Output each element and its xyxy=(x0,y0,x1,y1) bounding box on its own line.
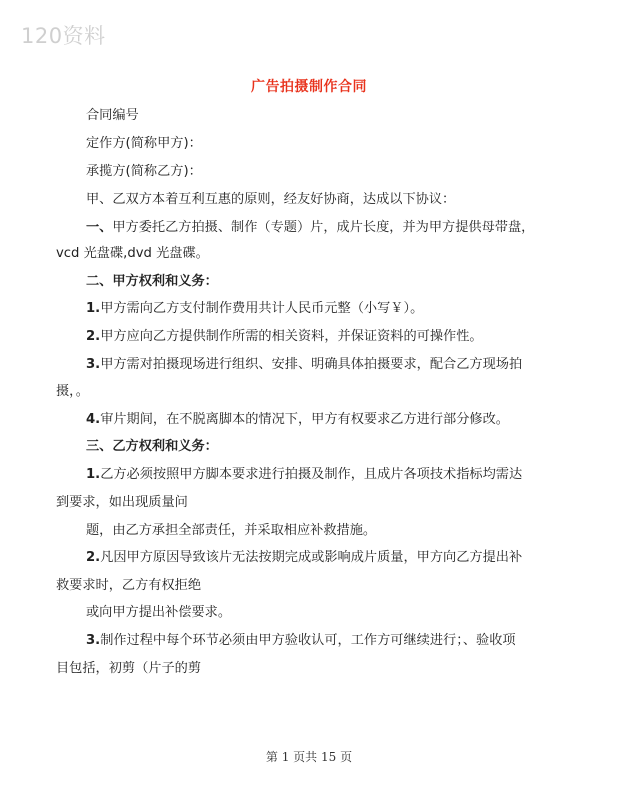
section-3-item-2-line-1 xyxy=(86,549,522,567)
section-3-item-2-line-2: 救要求时，乙方有权拒绝 xyxy=(56,578,202,593)
clause-1-text: 甲方委托乙方拍摄、制作（专题）片，成片长度，并为甲方提供母带盘， xyxy=(112,220,535,235)
section-3-item-2-text: 凡因甲方原因导致该片无法按期完成或影响成片质量，甲方向乙方提出补 xyxy=(100,550,523,565)
party-a-label: 定作方(简称甲方)： xyxy=(86,136,202,151)
section-2-item-3-line-2: 摄，。 xyxy=(56,384,89,399)
watermark-text: 120资料 xyxy=(21,24,106,48)
section-2-item-4-number: 4. xyxy=(86,412,101,427)
contract-number-label: 合同编号 xyxy=(86,108,139,123)
section-3-item-3-number: 3. xyxy=(86,633,101,648)
section-2-item-1 xyxy=(86,300,423,318)
section-3-item-1-line-3: 题，由乙方承担全部责任，并采取相应补救措施。 xyxy=(86,523,377,538)
section-2-item-2 xyxy=(86,328,483,346)
section-2-item-4-text: 审片期间，在不脱离脚本的情况下，甲方有权要求乙方进行部分修改。 xyxy=(100,412,509,427)
section-3-item-2-number: 2. xyxy=(86,550,101,565)
section-2-item-3-line-1 xyxy=(86,356,522,374)
section-2-item-1-number: 1. xyxy=(86,301,101,316)
clause-1-number: 一、 xyxy=(86,220,113,235)
section-3-heading: 三、乙方权利和义务： xyxy=(86,439,218,454)
section-3-item-1-text: 乙方必须按照甲方脚本要求进行拍摄及制作，且成片各项技术指标均需达 xyxy=(100,467,523,482)
clause-1-line-2: vcd 光盘碟,dvd 光盘碟。 xyxy=(56,246,209,261)
document-title: 广告拍摄制作合同 xyxy=(251,79,367,95)
section-2-heading: 二、甲方权利和义务： xyxy=(86,274,218,289)
clause-1-line-1 xyxy=(86,219,534,237)
section-3-item-1-number: 1. xyxy=(86,467,101,482)
section-2-item-2-text: 甲方应向乙方提供制作所需的相关资料，并保证资料的可操作性。 xyxy=(100,329,483,344)
section-2-item-2-number: 2. xyxy=(86,329,101,344)
page-footer: 第 1 页共 15 页 xyxy=(265,750,353,764)
section-2-item-3-number: 3. xyxy=(86,357,101,372)
section-3-item-3-text: 制作过程中每个环节必须由甲方验收认可，工作方可继续进行；、验收项 xyxy=(100,633,516,648)
section-2-item-1-text: 甲方需向乙方支付制作费用共计人民币元整（小写￥）。 xyxy=(100,301,424,316)
section-3-item-2-line-3: 或向甲方提出补偿要求。 xyxy=(86,605,232,620)
section-3-item-3-line-2: 目包括，初剪（片子的剪 xyxy=(56,661,202,676)
intro-paragraph: 甲、乙双方本着互利互惠的原则，经友好协商，达成以下协议： xyxy=(86,192,456,207)
section-2-item-3-text: 甲方需对拍摄现场进行组织、安排、明确具体拍摄要求，配合乙方现场拍 xyxy=(100,357,523,372)
section-3-item-1-line-2: 到要求，如出现质量问 xyxy=(56,495,188,510)
section-2-item-4 xyxy=(86,411,509,429)
section-3-item-1-line-1 xyxy=(86,466,522,484)
party-b-label: 承揽方(简称乙方)： xyxy=(86,164,202,179)
section-3-item-3-line-1 xyxy=(86,632,516,650)
